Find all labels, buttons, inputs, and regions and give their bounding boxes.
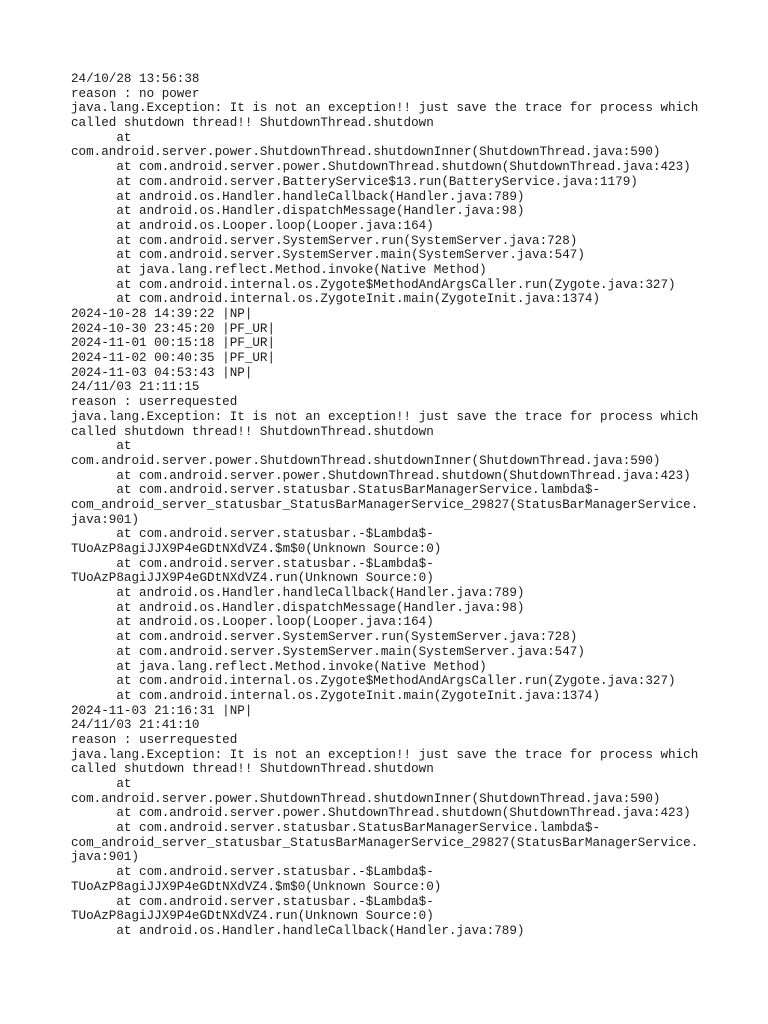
log-line: at android.os.Handler.handleCallback(Handler.java:789) bbox=[71, 586, 525, 601]
log-line: at android.os.Handler.handleCallback(Handler.java:789) bbox=[71, 189, 525, 204]
log-line: 24/11/03 21:11:15 bbox=[71, 380, 200, 395]
log-line: 2024-10-30 23:45:20 |PF_UR| bbox=[71, 321, 276, 336]
log-line: 24/10/28 13:56:38 bbox=[71, 72, 200, 86]
log-line: at bbox=[71, 777, 132, 791]
log-line: java.lang.Exception: It is not an exception!! just save the trace for process which bbox=[71, 747, 699, 762]
log-line: 2024-11-02 00:40:35 |PF_UR| bbox=[71, 351, 276, 366]
log-line: at com.android.server.statusbar.-$Lambda$- bbox=[71, 894, 434, 909]
log-line: 2024-11-03 21:16:31 |NP| bbox=[71, 703, 253, 718]
log-line: called shutdown thread!! ShutdownThread.shutdown bbox=[71, 762, 434, 777]
log-line: at android.os.Handler.handleCallback(Handler.java:789) bbox=[71, 923, 525, 938]
log-line: at com.android.server.SystemServer.run(SystemServer.java:728) bbox=[71, 233, 578, 248]
log-line: com.android.server.power.ShutdownThread.shutdownInner(ShutdownThread.java:590) bbox=[71, 145, 661, 160]
log-line: at com.android.internal.os.ZygoteInit.main(ZygoteInit.java:1374) bbox=[71, 688, 601, 703]
log-line: at com.android.server.statusbar.StatusBarManagerService.lambda$- bbox=[71, 821, 601, 836]
log-line: at android.os.Handler.dispatchMessage(Handler.java:98) bbox=[71, 204, 525, 219]
log-line: com.android.server.power.ShutdownThread.shutdownInner(ShutdownThread.java:590) bbox=[71, 453, 661, 468]
log-line: TUoAzP8agiJJX9P4eGDtNXdVZ4.$m$0(Unknown Source:0) bbox=[71, 879, 442, 894]
log-line: called shutdown thread!! ShutdownThread.shutdown bbox=[71, 116, 434, 131]
log-line: TUoAzP8agiJJX9P4eGDtNXdVZ4.run(Unknown Source:0) bbox=[71, 571, 434, 586]
log-line: at com.android.server.power.ShutdownThread.shutdown(ShutdownThread.java:423) bbox=[71, 160, 691, 175]
log-line: at com.android.server.BatteryService$13.run(BatteryService.java:1179) bbox=[71, 174, 638, 189]
log-line: at com.android.server.statusbar.-$Lambda$- bbox=[71, 865, 434, 880]
log-line: reason : no power bbox=[71, 86, 200, 101]
log-line: 24/11/03 21:41:10 bbox=[71, 718, 200, 733]
log-line: at com.android.server.SystemServer.main(SystemServer.java:547) bbox=[71, 644, 585, 659]
log-line: TUoAzP8agiJJX9P4eGDtNXdVZ4.$m$0(Unknown Source:0) bbox=[71, 542, 442, 556]
log-line: java:901) bbox=[71, 850, 140, 865]
log-line: at android.os.Looper.loop(Looper.java:164) bbox=[71, 615, 434, 630]
log-line: 2024-11-01 00:15:18 |PF_UR| bbox=[71, 336, 276, 351]
log-line: at java.lang.reflect.Method.invoke(Native Method) bbox=[71, 262, 487, 277]
log-line: reason : userrequested bbox=[71, 732, 238, 747]
log-line: at bbox=[71, 130, 132, 145]
log-line: java.lang.Exception: It is not an exception!! just save the trace for process which bbox=[71, 101, 699, 116]
log-line: at com.android.internal.os.Zygote$MethodAndArgsCaller.run(Zygote.java:327) bbox=[71, 674, 676, 689]
log-line: 2024-10-28 14:39:22 |NP| bbox=[71, 307, 253, 321]
log-text-block bbox=[71, 72, 731, 939]
log-line: java:901) bbox=[71, 512, 140, 527]
log-line: java.lang.Exception: It is not an exception!! just save the trace for process which bbox=[71, 409, 699, 424]
log-line: called shutdown thread!! ShutdownThread.shutdown bbox=[71, 424, 434, 439]
log-line: at com.android.server.statusbar.-$Lambda$- bbox=[71, 527, 434, 542]
log-line: at com.android.server.power.ShutdownThread.shutdown(ShutdownThread.java:423) bbox=[71, 806, 691, 821]
log-line: at com.android.internal.os.ZygoteInit.main(ZygoteInit.java:1374) bbox=[71, 292, 601, 307]
log-line: com.android.server.power.ShutdownThread.shutdownInner(ShutdownThread.java:590) bbox=[71, 791, 661, 806]
log-line: reason : userrequested bbox=[71, 395, 238, 410]
log-line: at com.android.server.statusbar.StatusBarManagerService.lambda$- bbox=[71, 483, 601, 498]
log-line: at android.os.Handler.dispatchMessage(Handler.java:98) bbox=[71, 600, 525, 615]
log-line: at bbox=[71, 439, 132, 454]
log-line: TUoAzP8agiJJX9P4eGDtNXdVZ4.run(Unknown Source:0) bbox=[71, 909, 434, 924]
log-line: 2024-11-03 04:53:43 |NP| bbox=[71, 365, 253, 380]
log-line: at com.android.server.statusbar.-$Lambda$- bbox=[71, 556, 434, 571]
log-line: at java.lang.reflect.Method.invoke(Native Method) bbox=[71, 659, 487, 674]
log-line: at com.android.server.SystemServer.main(SystemServer.java:547) bbox=[71, 248, 585, 263]
log-line: at com.android.server.SystemServer.run(SystemServer.java:728) bbox=[71, 630, 578, 645]
log-line: at android.os.Looper.loop(Looper.java:164) bbox=[71, 218, 434, 233]
log-line: at com.android.server.power.ShutdownThread.shutdown(ShutdownThread.java:423) bbox=[71, 468, 691, 483]
log-line: com_android_server_statusbar_StatusBarManagerService_29827(StatusBarManagerService. bbox=[71, 835, 699, 850]
log-line: at com.android.internal.os.Zygote$MethodAndArgsCaller.run(Zygote.java:327) bbox=[71, 277, 676, 292]
log-line: com_android_server_statusbar_StatusBarManagerService_29827(StatusBarManagerService. bbox=[71, 497, 699, 512]
